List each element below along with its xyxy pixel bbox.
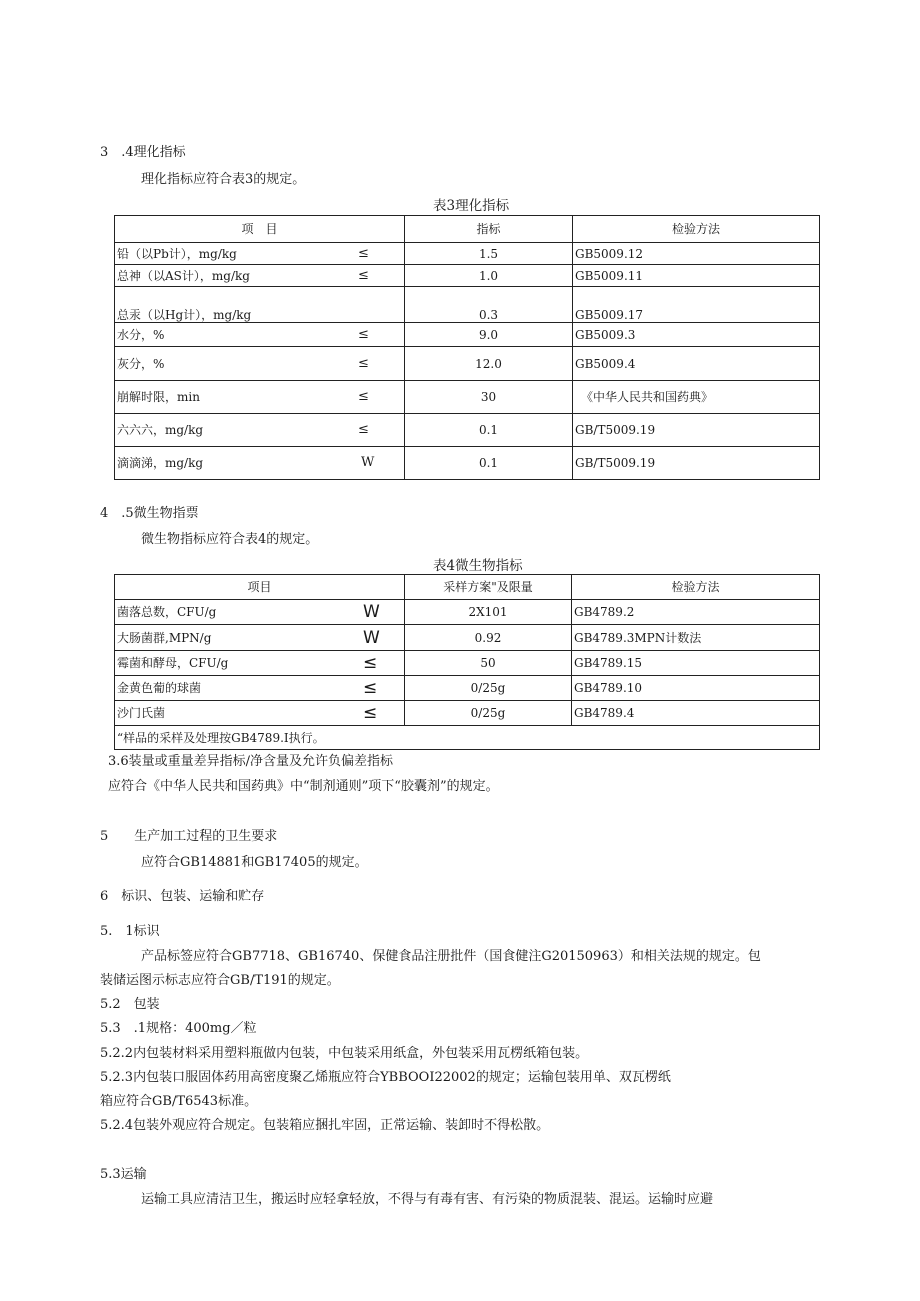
table4-header-row — [115, 575, 820, 600]
table-cell-item — [115, 323, 405, 347]
section-5-1-text-line2: 装储运图示标志应符合GB/T191的规定。 — [100, 973, 340, 988]
table-row — [115, 414, 820, 447]
comparison-symbol: W — [363, 627, 380, 648]
section-5-1-heading: 5. 1标识 — [100, 924, 160, 939]
table-cell-value: 0/25g — [405, 701, 572, 726]
section-5-2-2-text: 5.2.2内包装材料采用塑料瓶做内包装，中包装采用纸盒，外包装采用瓦楞纸箱包装。 — [100, 1046, 589, 1061]
section-5-2-3-text-line1: 5.2.3内包装口服固体药用高密度聚乙烯瓶应符合YBBOOI22002的规定；运输包装用单、双瓦楞纸 — [100, 1070, 671, 1085]
table-cell-value: 0.1 — [405, 414, 573, 447]
table3-header-method: 检验方法 — [573, 216, 820, 243]
comparison-symbol: ≤ — [358, 245, 369, 261]
table-cell-item — [115, 701, 405, 726]
section-6-heading: 6 标识、包装、运输和贮存 — [100, 889, 265, 904]
section-5-2-3-text-line2: 箱应符合GB/T6543标准。 — [100, 1094, 258, 1109]
item-label: 铅（以Pb计），mg/kg — [117, 246, 237, 261]
section-5-2-heading: 5.2 包装 — [100, 997, 160, 1012]
table-cell-value: 9.0 — [405, 323, 573, 347]
table-cell-item — [115, 651, 405, 676]
table-cell-value: 0.1 — [405, 447, 573, 480]
table-row — [115, 381, 820, 414]
table-row — [115, 323, 820, 347]
table-row — [115, 347, 820, 381]
table-cell-value: 12.0 — [405, 347, 573, 381]
table-cell-item — [115, 447, 405, 480]
table-row — [115, 265, 820, 287]
item-label: 金黄色葡的球菌 — [117, 681, 202, 695]
item-label: 崩解时限，min — [117, 390, 200, 404]
table-cell-value: 30 — [405, 381, 573, 414]
table3-header-value: 指标 — [405, 216, 573, 243]
item-label: 大肠菌群,MPN/g — [117, 630, 212, 645]
table-cell-item — [115, 243, 405, 265]
table-cell-method: 《中华人民共和国药典》 — [573, 381, 820, 414]
table-cell-item — [115, 381, 405, 414]
table-cell-method: GB5009.17 — [573, 287, 820, 323]
table-cell-value: 1.0 — [405, 265, 573, 287]
table-cell-item — [115, 676, 405, 701]
table-cell-method: GB/T5009.19 — [573, 414, 820, 447]
table3-caption: 表3理化指标 — [433, 198, 510, 214]
item-label: 总汞（以Hg计），mg/kg — [117, 308, 252, 322]
section-3-6-heading: 3.6装量或重量差异指标/净含量及允许负偏差指标 — [108, 754, 394, 769]
table-cell-item — [115, 414, 405, 447]
section-5-2-4-text: 5.2.4包装外观应符合规定。包装箱应捆扎牢固，正常运输、装卸时不得松散。 — [100, 1118, 550, 1133]
table-cell-value: 2X101 — [405, 600, 572, 625]
table-cell-method: GB4789.4 — [572, 701, 820, 726]
table-cell-value: 0.3 — [405, 287, 573, 323]
table-row — [115, 651, 820, 676]
comparison-symbol: W — [363, 602, 380, 622]
item-label: 滴滴涕，mg/kg — [117, 456, 204, 470]
table-cell-value: 1.5 — [405, 243, 573, 265]
comparison-symbol: W — [361, 455, 375, 470]
table-cell-value: 0/25g — [405, 676, 572, 701]
table-cell-method: GB5009.4 — [573, 347, 820, 381]
section-5-2-1-text: 5.3 .1规格：400mg／粒 — [100, 1021, 257, 1036]
table4-header-method: 检验方法 — [572, 575, 820, 600]
table-cell-item — [115, 265, 405, 287]
table4-header-value: 采样方案"及限量 — [405, 575, 572, 600]
comparison-symbol: ≤ — [363, 703, 378, 723]
section-3-4-heading: 3 .4理化指标 — [100, 145, 186, 160]
table-row — [115, 600, 820, 625]
comparison-symbol: ≤ — [358, 267, 369, 283]
table-cell-item — [115, 347, 405, 381]
comparison-symbol: ≤ — [358, 422, 369, 437]
item-label: 灰分，% — [117, 356, 165, 371]
table-cell-method: GB4789.10 — [572, 676, 820, 701]
table4-header-item: 项目 — [115, 575, 405, 600]
item-label: 沙门氏菌 — [117, 706, 166, 720]
item-label: 菌落总数，CFU/g — [117, 605, 217, 619]
table-row — [115, 243, 820, 265]
section-4-5-intro: 微生物指标应符合表4的规定。 — [141, 532, 319, 547]
table-cell-method: GB5009.3 — [573, 323, 820, 347]
section-4-5-heading: 4 .5微生物指票 — [100, 506, 199, 521]
section-5-3-text: 运输工具应清洁卫生，搬运时应轻拿轻放，不得与有毒有害、有污染的物质混装、混运。运输时应避 — [141, 1192, 714, 1207]
table-row — [115, 447, 820, 480]
comparison-symbol: ≤ — [358, 326, 369, 342]
comparison-symbol: ≤ — [363, 653, 378, 673]
comparison-symbol: ≤ — [358, 389, 369, 404]
table4-footnote: “样品的采样及处理按GB4789.I执行。 — [115, 726, 820, 750]
table4-note-row — [115, 726, 820, 750]
table-row — [115, 701, 820, 726]
table-cell-value: 50 — [405, 651, 572, 676]
table4 — [114, 574, 820, 750]
table3 — [114, 215, 820, 480]
table-cell-method: GB4789.2 — [572, 600, 820, 625]
table-cell-item — [115, 287, 405, 323]
section-5-text: 应符合GB14881和GB17405的规定。 — [141, 855, 368, 870]
table-cell-method: GB4789.3MPN计数法 — [572, 625, 820, 651]
section-3-6-text: 应符合《中华人民共和国药典》中“制剂通则”项下“胶囊剂”的规定。 — [108, 779, 499, 794]
table-row — [115, 625, 820, 651]
comparison-symbol: ≤ — [363, 678, 378, 698]
table-cell-item — [115, 625, 405, 651]
table-cell-value: 0.92 — [405, 625, 572, 651]
table-cell-method: GB4789.15 — [572, 651, 820, 676]
section-3-4-intro: 理化指标应符合表3的规定。 — [141, 172, 306, 187]
table-cell-item — [115, 600, 405, 625]
item-label: 六六六，mg/kg — [117, 423, 204, 437]
item-label: 霉菌和酵母，CFU/g — [117, 656, 229, 670]
item-label: 总神（以AS计），mg/kg — [117, 268, 250, 283]
section-5-heading: 5 生产加工过程的卫生要求 — [100, 829, 278, 844]
table-row — [115, 676, 820, 701]
section-5-3-heading: 5.3运输 — [100, 1167, 147, 1182]
table3-header-row — [115, 216, 820, 243]
comparison-symbol: ≤ — [358, 355, 369, 371]
item-label: 水分，% — [117, 327, 165, 342]
table-cell-method: GB5009.12 — [573, 243, 820, 265]
table-cell-method: GB5009.11 — [573, 265, 820, 287]
table3-header-item: 项 目 — [115, 216, 405, 243]
table-cell-method: GB/T5009.19 — [573, 447, 820, 480]
table4-caption: 表4微生物指标 — [433, 558, 523, 574]
table-row — [115, 287, 820, 323]
section-5-1-text-line1: 产品标签应符合GB7718、GB16740、保健食品注册批件（国食健注G20150963）和相关法规的规定。包 — [141, 949, 761, 964]
